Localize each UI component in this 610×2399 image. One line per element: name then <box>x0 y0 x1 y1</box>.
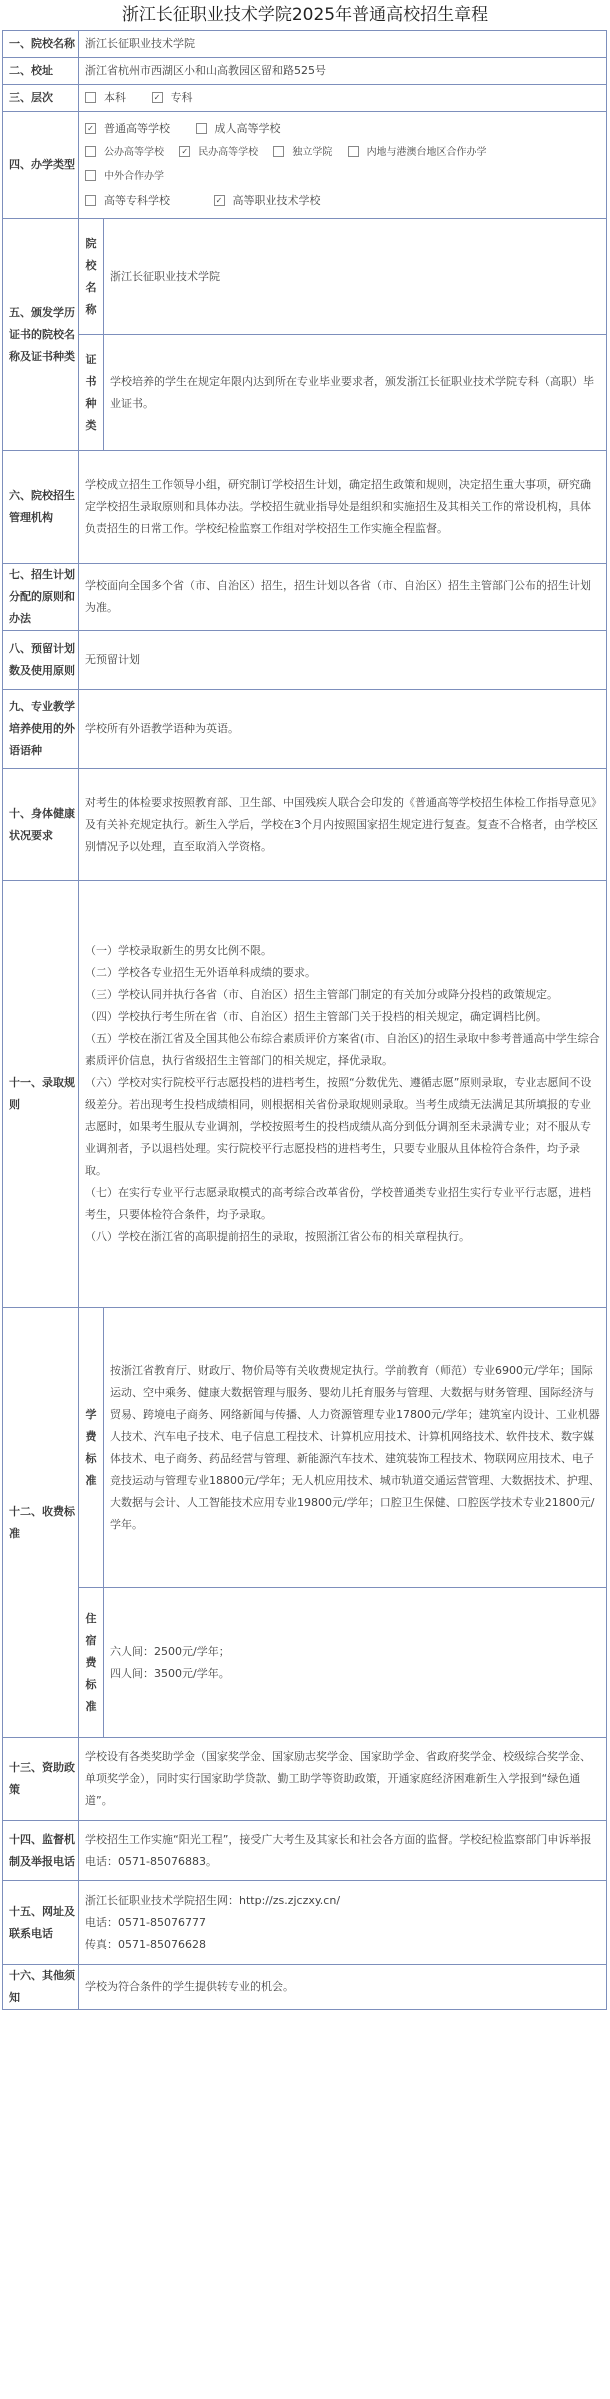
admission-rule-item: （六）学校对实行院校平行志愿投档的进档考生，按照“分数优先、遵循志愿”原则录取，专业志愿间不设级差分。若出现考生投档成绩相同，则根据相关省份录取规则录取。当考生成绩无法满足其所填报的专业志愿时，如果考生服从专业调剂，学校按照考生的投档成绩从高分到低分调剂至未录满专业；对不服从专业调剂者，予以退档处理。实行院校平行志愿投档的进档考生，只要专业服从且体检符合条件，均予录取。 <box>85 1076 592 1177</box>
value-s13: 学校设有各类奖助学金（国家奖学金、国家励志奖学金、国家助学金、省政府奖学金、校级综合奖学金、单项奖学金），同时实行国家助学贷款、勤工助学等资助政策，开通家庭经济困难新生入学报到“绿色通道”。 <box>79 1738 607 1821</box>
row-s14 <box>3 1821 607 1881</box>
row-s4 <box>3 112 607 219</box>
option-adult-college[interactable]: 成人高等学校 <box>196 117 281 141</box>
value-s11 <box>79 881 607 1308</box>
row-s9 <box>3 690 607 769</box>
label-s9: 九、专业教学培养使用的外语语种 <box>3 690 79 769</box>
checkbox-checked-icon: ✓ <box>179 146 190 157</box>
label-s5: 五、颁发学历证书的院校名称及证书种类 <box>3 219 79 451</box>
value-s16: 学校为符合条件的学生提供转专业的机会。 <box>79 1965 607 2010</box>
checkbox-checked-icon: ✓ <box>152 92 163 103</box>
value-s2: 浙江省杭州市西湖区小和山高教园区留和路525号 <box>79 58 607 85</box>
option-private-college[interactable]: ✓ 民办高等学校 <box>179 141 258 165</box>
label-s3: 三、层次 <box>3 85 79 112</box>
label-s7: 七、招生计划分配的原则和办法 <box>3 564 79 631</box>
school-type-line-3 <box>85 165 600 189</box>
sub-label-tuition: 学费标准 <box>79 1308 104 1588</box>
value-s3 <box>79 85 607 112</box>
sub-label-school-name: 院校名称 <box>79 219 104 335</box>
value-s1: 浙江长征职业技术学院 <box>79 31 607 58</box>
option-junior-college[interactable]: ✓ 专科 <box>152 87 193 109</box>
checkbox-icon <box>273 146 284 157</box>
label-s16: 十六、其他须知 <box>3 1965 79 2010</box>
admission-rule-item: （五）学校在浙江省及全国其他公布综合素质评价方案省(市、自治区)的招生录取中参考普通高中学生综合素质评价信息，执行省级招生主管部门的相关规定，择优录取。 <box>85 1032 600 1067</box>
value-s5-certificate-type: 学校培养的学生在规定年限内达到所在专业毕业要求者，颁发浙江长征职业技术学院专科（高职）毕业证书。 <box>104 335 607 451</box>
fax-number: 传真：0571-85076628 <box>85 1937 206 1951</box>
checkbox-icon <box>85 146 96 157</box>
label-s8: 八、预留计划数及使用原则 <box>3 631 79 690</box>
row-s5-type <box>3 335 607 451</box>
value-s15 <box>79 1881 607 1965</box>
option-vocational-college[interactable]: ✓ 高等职业技术学校 <box>214 189 321 213</box>
option-public-college[interactable]: 公办高等学校 <box>85 141 164 165</box>
phone-number: 电话：0571-85076777 <box>85 1915 206 1929</box>
sub-label-certificate-type: 证书种类 <box>79 335 104 451</box>
admission-rule-item: （一）学校录取新生的男女比例不限。 <box>85 944 272 957</box>
label-s13: 十三、资助政策 <box>3 1738 79 1821</box>
school-type-line-4 <box>85 189 600 213</box>
row-s7 <box>3 564 607 631</box>
row-s6 <box>3 451 607 564</box>
page-title: 浙江长征职业技术学院2025年普通高校招生章程 <box>121 5 489 25</box>
dorm-fee-line: 四人间：3500元/学年。 <box>110 1666 230 1680</box>
value-s4 <box>79 112 607 219</box>
option-undergraduate[interactable]: 本科 <box>85 87 126 109</box>
admission-rule-item: （四）学校执行考生所在省（市、自治区）招生主管部门关于投档的相关规定，确定调档比例。 <box>85 1010 547 1023</box>
option-regular-college[interactable]: ✓ 普通高等学校 <box>85 117 170 141</box>
checkbox-checked-icon: ✓ <box>214 195 225 206</box>
admission-rule-item: （七）在实行专业平行志愿录取模式的高考综合改革省份，学校普通类专业招生实行专业平行志愿，进档考生，只要体检符合条件，均予录取。 <box>85 1186 591 1221</box>
label-s6: 六、院校招生管理机构 <box>3 451 79 564</box>
value-s10: 对考生的体检要求按照教育部、卫生部、中国残疾人联合会印发的《普通高等学校招生体检工作指导意见》及有关补充规定执行。新生入学后，学校在3个月内按照国家招生规定进行复查。复查不合格者，由学校区别情况予以处理，直至取消入学资格。 <box>79 769 607 881</box>
value-s8: 无预留计划 <box>79 631 607 690</box>
school-type-line-1 <box>85 117 600 141</box>
value-s12-dorm <box>104 1588 607 1738</box>
dorm-fee-line: 六人间：2500元/学年； <box>110 1644 230 1658</box>
admissions-website[interactable]: 浙江长征职业技术学院招生网：http://zs.zjczxy.cn/ <box>85 1893 341 1907</box>
checkbox-icon <box>196 123 207 134</box>
value-s5-school-name: 浙江长征职业技术学院 <box>104 219 607 335</box>
admission-rule-item: （八）学校在浙江省的高职提前招生的录取，按照浙江省公布的相关章程执行。 <box>85 1230 470 1243</box>
option-sino-foreign-cooperation[interactable]: 中外合作办学 <box>85 165 164 189</box>
label-s14: 十四、监督机制及举报电话 <box>3 1821 79 1881</box>
label-s1: 一、院校名称 <box>3 31 79 58</box>
row-s16 <box>3 1965 607 2010</box>
label-s12: 十二、收费标准 <box>3 1308 79 1738</box>
row-s12-tuition <box>3 1308 607 1588</box>
label-s11: 十一、录取规则 <box>3 881 79 1308</box>
checkbox-icon <box>85 92 96 103</box>
row-s8 <box>3 631 607 690</box>
regulations-table <box>2 30 607 2010</box>
row-s1 <box>3 31 607 58</box>
option-hk-macau-tw-cooperation[interactable]: 内地与港澳台地区合作办学 <box>348 141 487 165</box>
value-s14: 学校招生工作实施“阳光工程”，接受广大考生及其家长和社会各方面的监督。学校纪检监察部门申诉举报电话：0571-85076883。 <box>79 1821 607 1881</box>
checkbox-checked-icon: ✓ <box>85 123 96 134</box>
checkbox-icon <box>85 170 96 181</box>
label-s15: 十五、网址及联系电话 <box>3 1881 79 1965</box>
label-s2: 二、校址 <box>3 58 79 85</box>
row-s3 <box>3 85 607 112</box>
value-s7: 学校面向全国多个省（市、自治区）招生，招生计划以各省（市、自治区）招生主管部门公布的招生计划为准。 <box>79 564 607 631</box>
row-s2 <box>3 58 607 85</box>
value-s12-tuition: 按浙江省教育厅、财政厅、物价局等有关收费规定执行。学前教育（师范）专业6900元/学年；国际运动、空中乘务、健康大数据管理与服务、婴幼儿托育服务与管理、大数据与财务管理、国际经济与贸易、跨境电子商务、网络新闻与传播、人力资源管理专业17800元/学年；建筑室内设计、工业机器人技术、汽车电子技术、电子信息工程技术、计算机应用技术、计算机网络技术、软件技术、数字媒体技术、电子商务、药品经营与管理、新能源汽车技术、建筑装饰工程技术、物联网应用技术、电子竞技运动与管理专业18800元/学年；无人机应用技术、城市轨道交通运营管理、大数据技术、护理、大数据与会计、人工智能技术应用专业19800元/学年；口腔卫生保健、口腔医学技术专业21800元/学年。 <box>104 1308 607 1588</box>
row-s13 <box>3 1738 607 1821</box>
admission-rule-item: （三）学校认同并执行各省（市、自治区）招生主管部门制定的有关加分或降分投档的政策规定。 <box>85 988 558 1001</box>
checkbox-icon <box>85 195 96 206</box>
checkbox-icon <box>348 146 359 157</box>
sub-label-dorm: 住宿费标准 <box>79 1588 104 1738</box>
admission-rule-item: （二）学校各专业招生无外语单科成绩的要求。 <box>85 966 316 979</box>
label-s4: 四、办学类型 <box>3 112 79 219</box>
school-type-line-2 <box>85 141 600 165</box>
row-s15 <box>3 1881 607 1965</box>
row-s10 <box>3 769 607 881</box>
row-s11 <box>3 881 607 1308</box>
value-s9: 学校所有外语教学语种为英语。 <box>79 690 607 769</box>
row-s5-name <box>3 219 607 335</box>
label-s10: 十、身体健康状况要求 <box>3 769 79 881</box>
option-independent-college[interactable]: 独立学院 <box>273 141 332 165</box>
option-junior-college-school[interactable]: 高等专科学校 <box>85 189 170 213</box>
row-s12-dorm <box>3 1588 607 1738</box>
value-s6: 学校成立招生工作领导小组，研究制订学校招生计划，确定招生政策和规则，决定招生重大事项，研究确定学校招生录取原则和具体办法。学校招生就业指导处是组织和实施招生及其相关工作的常设机构，具体负责招生的日常工作。学校纪检监察工作组对学校招生工作实施全程监督。 <box>79 451 607 564</box>
